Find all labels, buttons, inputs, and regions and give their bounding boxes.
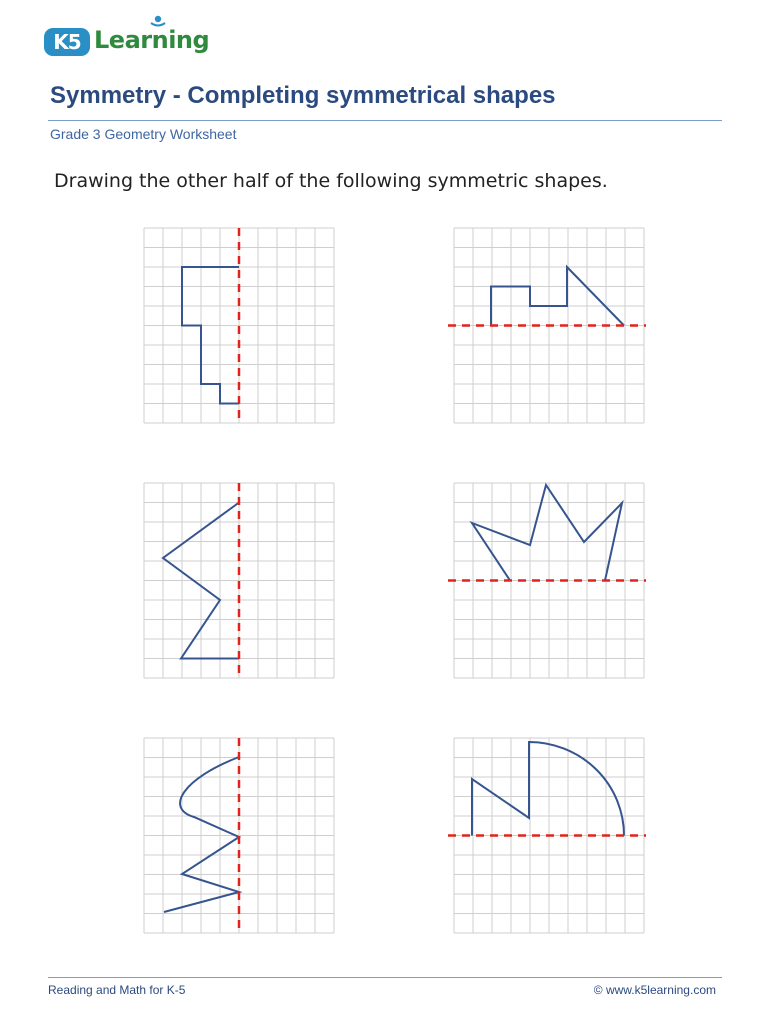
logo-badge: K5 xyxy=(44,28,90,56)
shape-half xyxy=(472,742,624,836)
title-divider xyxy=(48,120,722,121)
instructions: Drawing the other half of the following symmetric shapes. xyxy=(54,170,608,192)
footer-tagline: Reading and Math for K-5 xyxy=(48,983,186,997)
puzzle-2[interactable] xyxy=(454,228,644,423)
page-title: Symmetry - Completing symmetrical shapes xyxy=(50,82,556,109)
footer-website-link[interactable]: © www.k5learning.com xyxy=(593,983,716,997)
logo-figure-icon xyxy=(148,14,168,32)
footer-divider xyxy=(48,977,722,978)
page-subtitle: Grade 3 Geometry Worksheet xyxy=(50,126,237,142)
puzzle-3[interactable] xyxy=(144,483,334,678)
shape-half xyxy=(182,267,239,404)
puzzle-5[interactable] xyxy=(144,738,334,933)
shape-half xyxy=(472,485,622,581)
puzzle-4[interactable] xyxy=(454,483,644,678)
logo-wordmark: Learning xyxy=(94,26,210,54)
k5-learning-logo xyxy=(44,20,214,60)
puzzle-6[interactable] xyxy=(454,738,644,933)
puzzle-1[interactable] xyxy=(144,228,334,423)
